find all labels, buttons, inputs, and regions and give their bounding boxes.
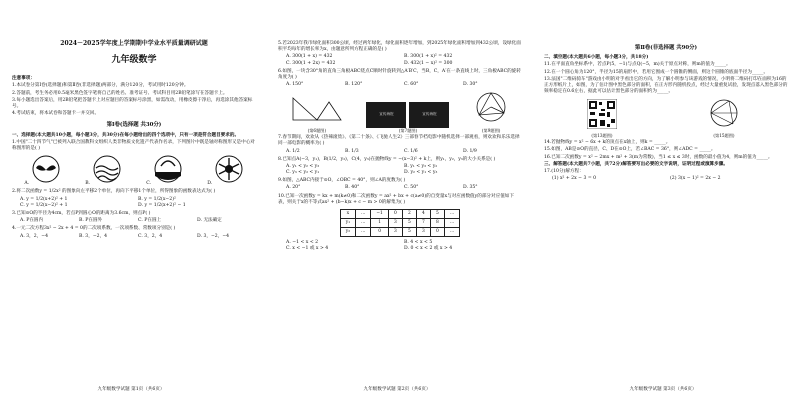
question-11: 11.在平面直角坐标系中，若点P(5，−1)与点Q(−5，m)关于原点对称，则m的值为_____。 bbox=[544, 62, 731, 68]
figure-q13 bbox=[587, 99, 617, 138]
option: A. 150° bbox=[286, 82, 304, 88]
q5-options bbox=[286, 54, 522, 66]
option: A. 300(1 + x) = 432 bbox=[286, 54, 333, 60]
exam-page-2 bbox=[266, 0, 528, 401]
option: C. 1/6 bbox=[404, 148, 418, 154]
option: D. 无法确定 bbox=[197, 218, 222, 224]
page-footer: 九年级数学试题 第1页（共6页） bbox=[97, 386, 165, 392]
q9-options bbox=[286, 185, 522, 191]
qr-code-icon bbox=[587, 99, 617, 129]
option: D. 432(1 − x)² = 300 bbox=[404, 60, 453, 66]
option: D. y = 1/2(x+2)² − 1 bbox=[138, 202, 186, 208]
sun-emblem-icon bbox=[153, 154, 183, 184]
option: D. 3，−2，−4 bbox=[197, 233, 230, 239]
question-4: 4.一元二次方程3x² − 2x + 4 = 0的二次项系数、一次项系数、常数项分别是( ) bbox=[12, 226, 176, 232]
question-10: 10.已知一次函数y = kx + m(k≠0)和二次函数y = ax² + bx + c(a≠0)的自变量x与对应函数值y的部分对应值如下表，则关于x的不等式ax² + (b−k)x + c − m > 0的解集为( ) bbox=[278, 193, 514, 205]
option: D. 35° bbox=[463, 185, 478, 191]
exam-page-1 bbox=[0, 0, 262, 401]
option: A. 20° bbox=[286, 185, 301, 191]
table-row: y₁ … 1 3 5 7 8 … bbox=[340, 218, 460, 227]
option: D. 1/9 bbox=[463, 148, 477, 154]
figure-caption: (第6题图) bbox=[307, 127, 327, 133]
waves-emblem-icon bbox=[92, 154, 122, 184]
value-table bbox=[340, 209, 461, 237]
option: B. 3，−2，4 bbox=[79, 233, 108, 239]
option: C. 300(1 + 2x) = 432 bbox=[286, 60, 336, 66]
option: D. y₂ < y₁ < y₃ bbox=[404, 170, 438, 176]
sub-question: (2) 3(x − 1)² = 2x − 2 bbox=[670, 176, 721, 182]
q1-figures bbox=[12, 154, 256, 187]
solve-instructions: 三、解答题(本大题共7小题，共72分)解答要写出必要的文字说明，证明过程或演算步骤。 bbox=[544, 161, 728, 167]
option: A. −1 < x < 2 bbox=[286, 239, 319, 245]
subject-title: 九年级数学 bbox=[111, 55, 157, 66]
q8-options bbox=[286, 164, 522, 176]
table-row: y₂ … 0 3 5 3 0 … bbox=[340, 227, 460, 236]
option: A. y₁ < y₂ < y₃ bbox=[286, 163, 320, 169]
question-15: 15.如图，AB是⊙O的直径，C、D在⊙O上，若∠BAC = 36°，则∠ADC = _____。 bbox=[544, 147, 716, 153]
option: C. 3，2，4 bbox=[138, 233, 163, 239]
option: C. y = 1/2(x−2)² + 1 bbox=[20, 202, 68, 208]
option: B. 300(1 + x)² = 432 bbox=[404, 54, 453, 60]
question-3: 3.已知⊙O的半径为4cm，若点P到圆心O的距离为3.6cm，则点P( ) bbox=[12, 210, 151, 216]
page-footer: 九年级数学试题 第3页（共6页） bbox=[629, 386, 697, 392]
option: C. y₃ < y₂ < y₁ bbox=[286, 170, 320, 176]
option: A. 1/2 bbox=[286, 148, 300, 154]
question-6: 6.如图，一块含30°角的直角三角板ABC绕点C顺时针旋转到△A′B′C，当B，C，A′在一条直线上时，三角板ABC的旋转角度为( ) bbox=[278, 68, 521, 80]
movie-poster-image: 宣传海报 bbox=[409, 102, 449, 128]
circle-diameter-figure bbox=[703, 97, 745, 129]
option: A. P在圆内 bbox=[20, 218, 44, 224]
circle-triangle-figure bbox=[471, 90, 511, 124]
figure-q7 bbox=[366, 102, 449, 134]
question-8: 8.已知点A(−3，y₁)，B(1/2，y₂)，C(4，y₃)在抛物线y = −(x−3)² + k上，则y₁，y₂，y₃的大小关系是( ) bbox=[278, 156, 496, 162]
q17-parts bbox=[552, 176, 788, 182]
option: C. P在圆上 bbox=[138, 218, 162, 224]
q2-options bbox=[20, 197, 256, 209]
notice-item: 4.考试结束，将本试卷和答题卡一并交回。 bbox=[12, 111, 100, 117]
option: D. 0 < x < 2 或 x > 4 bbox=[404, 246, 453, 252]
q10-options bbox=[286, 240, 522, 252]
option: A. y = 1/2(x+2)² + 1 bbox=[20, 196, 68, 202]
option: B. y₁ < y₃ < y₂ bbox=[404, 163, 438, 169]
option: C. x < −1 或 x > 4 bbox=[286, 246, 329, 252]
figure-caption: (第9题图) bbox=[481, 127, 501, 133]
question-14: 14.若抛物线y = x² − 6x + k的顶点在x轴上，则k = _____。 bbox=[544, 140, 671, 146]
q1-option-b: B. bbox=[85, 154, 121, 187]
snow-emblem-icon bbox=[214, 154, 244, 184]
notice-item: 2.答题前，考生务必用0.5毫米黑色签字笔将自己的姓名、准考证号、考试科目用2B铅笔涂写在答题卡上。 bbox=[12, 90, 228, 96]
question-9: 9.如图，△ABC内接于⊙O，∠OBC = 40°，则∠A的度数为( ) bbox=[278, 178, 406, 184]
page-footer: 九年级数学试题 第2页（共6页） bbox=[363, 386, 431, 392]
figures-row bbox=[544, 97, 788, 138]
figure-caption: (第7题图) bbox=[398, 127, 418, 133]
option: B. 40° bbox=[345, 185, 360, 191]
question-12: 12.在一个圆心角为120°，半径为15的扇形中，若用它围成一个圆锥的侧面，则这个圆锥的底面半径为_____。 bbox=[544, 69, 769, 75]
sub-question: (1) x² + 2x − 3 = 0 bbox=[552, 176, 597, 182]
option: B. 4 < x < 5 bbox=[404, 239, 433, 245]
option: C. 50° bbox=[404, 185, 419, 191]
movie-poster-image: 宣传海报 bbox=[366, 102, 406, 128]
figures-row bbox=[278, 90, 522, 133]
option: B. P在圆外 bbox=[79, 218, 103, 224]
option: B. 120° bbox=[345, 82, 363, 88]
page-2-content bbox=[278, 40, 522, 377]
option: D. 30° bbox=[463, 82, 478, 88]
q1-option-d: D. bbox=[207, 154, 243, 187]
exam-page-3 bbox=[532, 0, 794, 401]
question-16: 16.已知二次函数y = x² − 2mx + m² + 3(m为常数)，当1 ≤ x ≤ 3时，函数的最小值为4，则m的值为_____。 bbox=[544, 154, 773, 160]
notice-item: 1.本试卷分第Ⅰ卷(选择题)和第Ⅱ卷(非选择题)两部分，满分120分，考试用时120分钟。 bbox=[12, 83, 189, 89]
part2-title: 第Ⅱ卷(非选择题 共90分) bbox=[634, 45, 698, 51]
q4-options bbox=[20, 234, 256, 240]
option: B. y = 1/2(x−2)² bbox=[138, 196, 176, 202]
figure-q6 bbox=[289, 90, 345, 133]
q1-option-c: C. bbox=[146, 154, 182, 187]
question-5: 5.若2023年我市绿化面积300公顷，经过两年绿化，绿化面积逐年增加，到2025年绿化面积增加到432公顷，设绿化面积平均每年的增长率为x，由题意所列方程正确的是( ) bbox=[278, 41, 521, 53]
figure-caption: (第13题图) bbox=[591, 132, 613, 138]
option: B. 1/3 bbox=[345, 148, 359, 154]
option: C. 60° bbox=[404, 82, 419, 88]
question-1: 1.中国"二十四节气"已被列入联合国教科文组织人类非物质文化遗产代表作名录，下列图片中既是轴对称图形又是中心对称图形的是( ) bbox=[12, 139, 255, 152]
q1-option-a: A. bbox=[24, 154, 60, 187]
q7-options bbox=[286, 149, 522, 155]
question-2: 2.将二次函数y = 1/2x² 的图象向左平移2个单位，再向下平移1个单位，所得图象的函数表达式为( ) bbox=[12, 189, 216, 195]
notice-title: 注意事项： bbox=[12, 76, 35, 82]
fill-instructions: 二、填空题(本大题共6小题，每小题3分，共18分) bbox=[544, 55, 649, 61]
notice-item: 3.每小题选出答案后，用2B铅笔把答题卡上对应题目的答案标号涂黑，如需改动，用橡皮擦干净后，再选涂其他答案标号。 bbox=[12, 97, 253, 109]
page-1-content bbox=[12, 26, 256, 377]
q3-options bbox=[20, 218, 256, 224]
figure-q15 bbox=[703, 97, 745, 138]
question-7: 7.春节期间，欢欢从《热辣滚烫》、《第二十条》、《飞驰人生2》三部春节档电影中随机选择一部观看，则欢欢和乐乐选择同一部电影的概率为( ) bbox=[278, 135, 520, 147]
figure-q9 bbox=[471, 90, 511, 133]
table-row: x … −1 0 2 4 5 … bbox=[340, 210, 460, 219]
option: A. 3，2，−4 bbox=[20, 233, 49, 239]
question-13: 13.法国"二维码骑车"游戏由小明的对手看出它的方向，为了解小明参与该游戏的情况，小明将二维码打印在面积为16的正方形纸片上，如图，为了估计图中黑色部分的面积，在正方形内随机投点，经过大量重复试验，发现点落入黑色部分的频率稳定在0.6左右，据此可以估计黑色部分的面积约为_____。 bbox=[544, 76, 788, 95]
page-3-content bbox=[544, 40, 788, 377]
figure-caption: (第15题图) bbox=[713, 132, 735, 138]
choice-instructions: 一、选择题(本大题共10小题，每小题3分，共30分)在每小题给出的四个选项中，只有一项是符合题目要求的。 bbox=[12, 132, 240, 138]
q6-options bbox=[286, 82, 522, 88]
rotated-triangles-figure bbox=[289, 90, 345, 124]
exam-title: 2024－2025学年度上学期期中学业水平质量调研试题 bbox=[60, 40, 208, 47]
leaf-emblem-icon bbox=[31, 154, 61, 184]
part1-title: 第Ⅰ卷(选择题 共30分) bbox=[106, 122, 162, 129]
question-17: 17.(10分)解方程： bbox=[544, 169, 584, 175]
